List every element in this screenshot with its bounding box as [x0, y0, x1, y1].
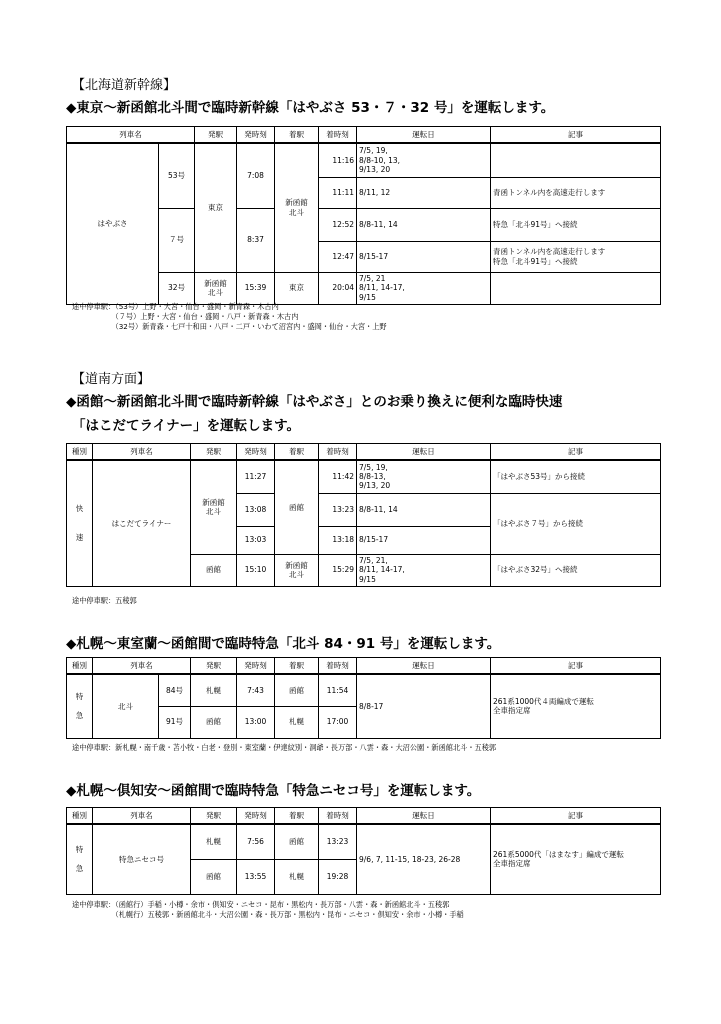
section-label-donan: 【道南方面】 — [72, 372, 151, 387]
header-kind: 種別 — [67, 658, 93, 675]
dep-time: 11:27 — [237, 460, 275, 493]
train-number: 53号 — [159, 143, 195, 208]
note: 「はやぶさ７号」から接続 — [491, 493, 661, 554]
note: 特急「北斗91号」へ接続 — [491, 208, 661, 241]
header-train-name: 列車名 — [93, 808, 191, 825]
timetable-niseko — [66, 807, 661, 895]
header-dep-station: 発駅 — [195, 127, 237, 144]
dep-time: 15:10 — [237, 554, 275, 586]
arr-time: 20:04 — [319, 272, 357, 304]
arr-station: 新函館 北斗 — [275, 143, 319, 272]
header-note: 記事 — [491, 808, 661, 825]
operation-days: 8/8-11, 14 — [357, 208, 491, 241]
stops-note-hokuto: 途中停車駅：新札幌・南千歳・苫小牧・白老・登別・東室蘭・伊達紋別・洞爺・長万部・八雲・森・大沼公園・新函館北斗・五稜郭 — [72, 743, 497, 752]
arr-time: 11:11 — [319, 177, 357, 208]
header-note: 記事 — [491, 127, 661, 144]
header-arr-time: 着時刻 — [319, 808, 357, 825]
operation-days: 8/15-17 — [357, 241, 491, 272]
header-dep-station: 発駅 — [191, 808, 237, 825]
dep-station: 札幌 — [191, 824, 237, 859]
arr-station: 函館 — [275, 824, 319, 859]
arr-time: 12:52 — [319, 208, 357, 241]
stops-note-hakodate-liner: 途中停車駅：五稜郭 — [72, 596, 137, 605]
header-dep-time: 発時刻 — [237, 127, 275, 144]
arr-station: 函館 — [275, 674, 319, 706]
arr-station: 札幌 — [275, 706, 319, 738]
stops-note-niseko: 途中停車駅：（函館行）手稲・小樽・余市・倶知安・ニセコ・昆布・黒松内・長万部・八雲・森・新函館北斗・五稜郭 （札幌行）五稜郭・新函館北斗・大沼公園・森・長万部・黒松内・昆布・ニセコ・倶知安・余市・小樽・手稲 — [72, 900, 464, 919]
heading-hokuto: ◆札幌～東室蘭～函館間で臨時特急「北斗 84・91 号」を運転します。 — [66, 636, 501, 652]
header-dep-station: 発駅 — [191, 658, 237, 675]
train-name-cell: 特急ニセコ号 — [93, 824, 191, 894]
dep-time: 7:08 — [237, 143, 275, 208]
note — [491, 272, 661, 304]
header-arr-station: 着駅 — [275, 658, 319, 675]
arr-time: 11:54 — [319, 674, 357, 706]
dep-time: 13:08 — [237, 493, 275, 526]
header-train-name: 列車名 — [93, 658, 191, 675]
header-arr-station: 着駅 — [275, 127, 319, 144]
arr-time: 17:00 — [319, 706, 357, 738]
arr-station: 函館 — [275, 460, 319, 554]
dep-station: 函館 — [191, 554, 237, 586]
timetable-hayabusa — [66, 126, 661, 305]
arr-time: 15:29 — [319, 554, 357, 586]
header-days: 運転日 — [357, 127, 491, 144]
arr-time: 12:47 — [319, 241, 357, 272]
train-number: 84号 — [159, 674, 191, 706]
dep-time: 13:03 — [237, 526, 275, 554]
header-kind: 種別 — [67, 444, 93, 461]
dep-station: 函館 — [191, 706, 237, 738]
operation-days: 7/5, 21 8/11, 14-17, 9/15 — [357, 272, 491, 304]
dep-time: 8:37 — [237, 208, 275, 272]
dep-station: 東京 — [195, 143, 237, 272]
timetable-hokuto — [66, 657, 661, 739]
stops-note-hayabusa: 途中停車駅：（53号）上野・大宮・仙台・盛岡・新青森・木古内 （７号）上野・大宮・仙台・盛岡・八戸・新青森・木古内 （32号）新青森・七戸十和田・八戸・二戸・いわて沼宮内・盛岡・仙台・大宮・上野 — [72, 302, 387, 331]
kind-cell: 快 速 — [67, 460, 93, 586]
arr-time: 19:28 — [319, 859, 357, 894]
header-arr-time: 着時刻 — [319, 658, 357, 675]
dep-station: 新函館 北斗 — [191, 460, 237, 554]
header-arr-station: 着駅 — [275, 444, 319, 461]
header-days: 運転日 — [357, 808, 491, 825]
dep-time: 15:39 — [237, 272, 275, 304]
train-number: ７号 — [159, 208, 195, 272]
operation-days: 8/8-17 — [357, 674, 491, 738]
header-note: 記事 — [491, 444, 661, 461]
note: 261系5000代「はまなす」編成で運転 全車指定席 — [491, 824, 661, 894]
dep-station: 札幌 — [191, 674, 237, 706]
train-number: 91号 — [159, 706, 191, 738]
note: 「はやぶさ32号」へ接続 — [491, 554, 661, 586]
arr-time: 13:23 — [319, 824, 357, 859]
note: 261系1000代４両編成で運転 全車指定席 — [491, 674, 661, 738]
kind-cell: 特 急 — [67, 824, 93, 894]
dep-time: 13:00 — [237, 706, 275, 738]
train-name-cell: 北斗 — [93, 674, 159, 738]
operation-days: 7/5, 21, 8/11, 14-17, 9/15 — [357, 554, 491, 586]
header-train-name: 列車名 — [93, 444, 191, 461]
dep-station: 函館 — [191, 859, 237, 894]
header-dep-station: 発駅 — [191, 444, 237, 461]
operation-days: 9/6, 7, 11-15, 18-23, 26-28 — [357, 824, 491, 894]
arr-time: 13:23 — [319, 493, 357, 526]
header-dep-time: 発時刻 — [237, 444, 275, 461]
arr-station: 東京 — [275, 272, 319, 304]
arr-time: 11:16 — [319, 143, 357, 177]
operation-days: 8/15-17 — [357, 526, 491, 554]
header-note: 記事 — [491, 658, 661, 675]
header-arr-time: 着時刻 — [319, 444, 357, 461]
header-dep-time: 発時刻 — [237, 808, 275, 825]
dep-time: 7:56 — [237, 824, 275, 859]
header-arr-time: 着時刻 — [319, 127, 357, 144]
kind-cell: 特 急 — [67, 674, 93, 738]
section-label-hokkaido-shinkansen: 【北海道新幹線】 — [72, 78, 177, 93]
arr-time: 13:18 — [319, 526, 357, 554]
operation-days: 7/5, 19, 8/8-13, 9/13, 20 — [357, 460, 491, 493]
train-name-cell: はやぶさ — [67, 143, 159, 304]
timetable-hakodate-liner — [66, 443, 661, 587]
arr-station: 札幌 — [275, 859, 319, 894]
train-name-cell: はこだてライナー — [93, 460, 191, 586]
dep-time: 13:55 — [237, 859, 275, 894]
operation-days: 7/5, 19, 8/8-10, 13, 9/13, 20 — [357, 143, 491, 177]
heading-hayabusa: ◆東京～新函館北斗間で臨時新幹線「はやぶさ 53・７・32 号」を運転します。 — [66, 100, 555, 116]
header-days: 運転日 — [357, 658, 491, 675]
heading-niseko: ◆札幌～倶知安～函館間で臨時特急「特急ニセコ号」を運転します。 — [66, 783, 481, 799]
header-train-name: 列車名 — [67, 127, 195, 144]
header-kind: 種別 — [67, 808, 93, 825]
heading-hakodate-liner-2: 「はこだてライナー」を運転します。 — [72, 418, 301, 434]
note: 青函トンネル内を高速走行します — [491, 177, 661, 208]
train-number: 32号 — [159, 272, 195, 304]
dep-station: 新函館 北斗 — [195, 272, 237, 304]
header-arr-station: 着駅 — [275, 808, 319, 825]
note — [491, 143, 661, 177]
operation-days: 8/8-11, 14 — [357, 493, 491, 526]
header-days: 運転日 — [357, 444, 491, 461]
header-dep-time: 発時刻 — [237, 658, 275, 675]
arr-station: 新函館 北斗 — [275, 554, 319, 586]
operation-days: 8/11, 12 — [357, 177, 491, 208]
heading-hakodate-liner-1: ◆函館～新函館北斗間で臨時新幹線「はやぶさ」とのお乗り換えに便利な臨時快速 — [66, 394, 563, 410]
note: 「はやぶさ53号」から接続 — [491, 460, 661, 493]
arr-time: 11:42 — [319, 460, 357, 493]
dep-time: 7:43 — [237, 674, 275, 706]
note: 青函トンネル内を高速走行します 特急「北斗91号」へ接続 — [491, 241, 661, 272]
